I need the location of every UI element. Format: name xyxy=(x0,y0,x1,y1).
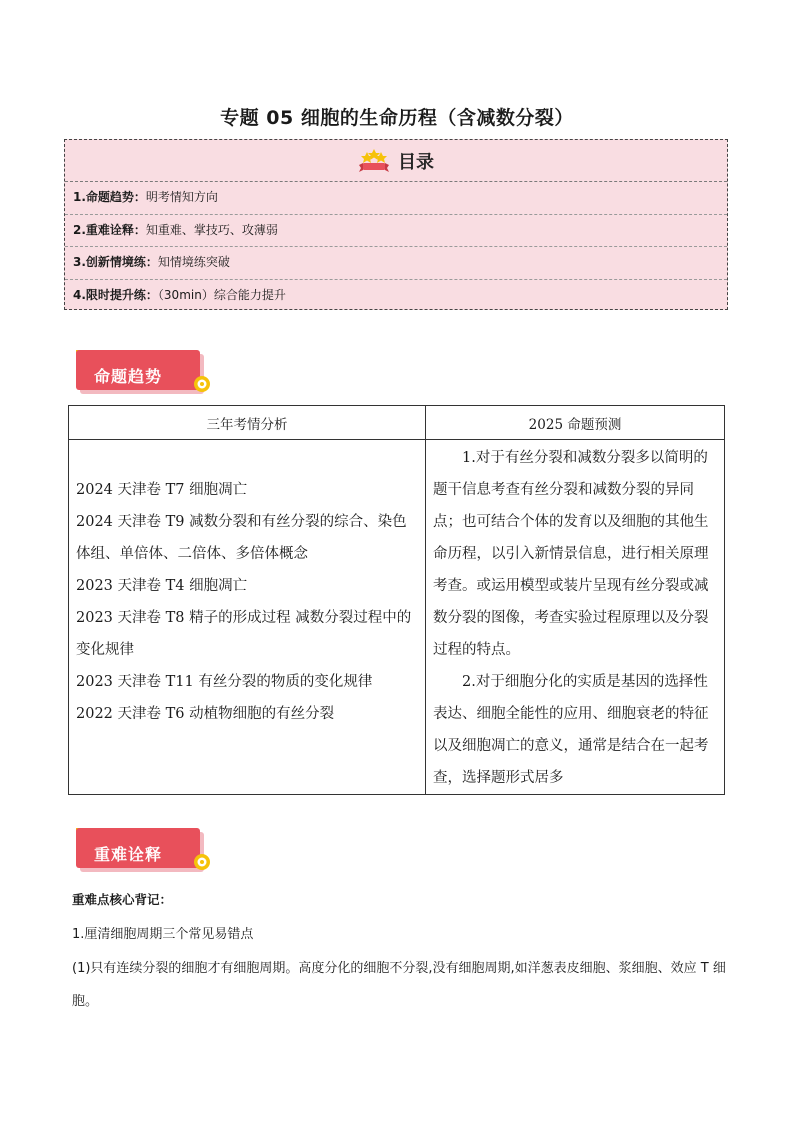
toc-item-desc: （30min）综合能力提升 xyxy=(157,287,286,302)
badge-label: 命题趋势 xyxy=(94,367,163,386)
toc-item xyxy=(65,182,727,215)
analysis-item: 2024 天津卷 T9 减数分裂和有丝分裂的综合、染色体组、单倍体、二倍体、多倍体概念 xyxy=(76,514,407,562)
toc-item xyxy=(65,280,727,312)
toc-item xyxy=(65,247,727,280)
key-points-section-badge xyxy=(72,828,214,878)
table-header-row xyxy=(69,406,725,440)
analysis-cell xyxy=(69,440,426,795)
prediction-paragraph: 1.对于有丝分裂和减数分裂多以简明的题干信息考查有丝分裂和减数分裂的异同点；也可结合个体的发育以及细胞的其他生命历程，以引入新情景信息，进行相关原理考查。或运用模型或装片呈现有丝分裂或减数分裂的图像，考查实验过程原理以及分裂过程的特点。 xyxy=(433,450,709,658)
toc-title: 目录 xyxy=(398,151,434,173)
key-points-heading: 重难点核心背记： xyxy=(72,892,173,907)
prediction-cell xyxy=(426,440,725,795)
table-row xyxy=(69,440,725,795)
toc-item-desc: 知情境练突破 xyxy=(157,255,230,269)
table-of-contents xyxy=(64,139,728,310)
analysis-item: 2024 天津卷 T7 细胞凋亡 xyxy=(76,482,248,498)
toc-item-label: 3.创新情境练： xyxy=(73,255,158,269)
toc-item-label: 4.限时提升练： xyxy=(73,287,158,302)
toc-item-label: 1.命题趋势： xyxy=(73,190,146,204)
toc-item-label: 2.重难诠释： xyxy=(73,222,146,237)
column-header: 三年考情分析 xyxy=(69,406,426,440)
toc-item xyxy=(65,215,727,248)
point-body: (1)只有连续分裂的细胞才有细胞周期。高度分化的细胞不分裂,没有细胞周期,如洋葱表皮细胞、浆细胞、效应 T 细胞。 xyxy=(72,961,726,1009)
prediction-paragraph: 2.对于细胞分化的实质是基因的选择性表达、细胞全能性的应用、细胞衰老的特征以及细胞凋亡的意义，通常是结合在一起考查，选择题形式居多 xyxy=(433,674,709,786)
badge-label: 重难诠释 xyxy=(94,845,163,864)
trophy-ribbon-icon xyxy=(358,148,390,174)
analysis-item: 2023 天津卷 T4 细胞凋亡 xyxy=(76,578,248,594)
column-header: 2025 命题预测 xyxy=(426,406,725,440)
page-title: 专题 05 细胞的生命历程（含减数分裂） xyxy=(220,107,574,129)
analysis-item: 2022 天津卷 T6 动植物细胞的有丝分裂 xyxy=(76,706,335,722)
point-title: 1.厘清细胞周期三个常见易错点 xyxy=(72,927,254,942)
toc-header xyxy=(65,140,727,182)
trend-section-badge xyxy=(72,350,214,400)
toc-item-desc: 知重难、掌技巧、攻薄弱 xyxy=(145,222,278,237)
analysis-item: 2023 天津卷 T11 有丝分裂的物质的变化规律 xyxy=(76,674,373,690)
analysis-item: 2023 天津卷 T8 精子的形成过程 减数分裂过程中的变化规律 xyxy=(76,610,412,658)
exam-trend-table xyxy=(68,405,725,795)
toc-item-desc: 明考情知方向 xyxy=(145,190,218,204)
